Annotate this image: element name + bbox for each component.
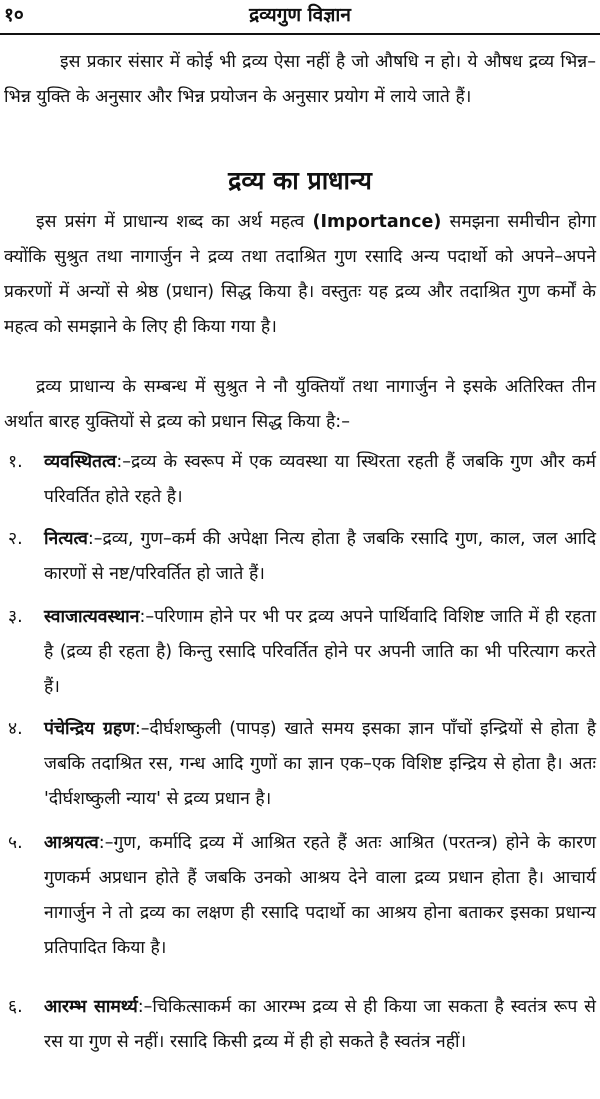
item-text: :–दीर्घशष्कुली (पापड़) खाते समय इसका ज्ञान पाँचों इन्द्रियों से होता है जबकि तदाश्रित रस, गन्ध आदि गुणों का ज्ञान एक–एक विशिष्ट इन्द्रिय से होता है। अतः 'दीर्घशष्कुली न्याय' से द्रव्य प्रधान है। — [44, 719, 597, 809]
item-number: २. — [8, 529, 23, 549]
item-body — [44, 600, 596, 705]
item-body — [44, 522, 596, 592]
item-body — [44, 445, 596, 515]
item-term: पंचेन्द्रिय ग्रहण — [44, 719, 135, 739]
header-rule — [0, 33, 600, 35]
item-term: आरम्भ सामर्थ्य — [44, 997, 138, 1017]
paragraph-importance — [4, 205, 596, 345]
item-body — [44, 712, 596, 817]
item-number: ३. — [8, 607, 23, 627]
item-number: १. — [8, 452, 23, 472]
section-heading: द्रव्य का प्राधान्य — [228, 166, 372, 195]
item-body — [44, 826, 596, 966]
intro-paragraph: इस प्रकार संसार में कोई भी द्रव्य ऐसा नहीं है जो औषधि न हो। ये औषध द्रव्य भिन्न–भिन्न युक्ति के अनुसार और भिन्न प्रयोजन के अनुसार प्रयोग में लाये जाते हैं। — [4, 52, 596, 107]
item-term: स्वाजात्यवस्थान — [44, 607, 140, 627]
page-number: १० — [4, 4, 24, 26]
paragraph-yuktis: द्रव्य प्राधान्य के सम्बन्ध में सुश्रुत ने नौ युक्तियाँ तथा नागार्जुन ने इसके अतिरिक्त तीन अर्थात बारह युक्तियों से द्रव्य को प्रधान सिद्ध किया है:– — [4, 377, 596, 432]
item-text: :–चिकित्साकर्म का आरम्भ द्रव्य से ही किया जा सकता है स्वतंत्र रूप से रस या गुण से नहीं। रसादि किसी द्रव्य में ही हो सकते है स्वतंत्र नहीं। — [44, 997, 596, 1052]
item-number: ४. — [8, 719, 23, 739]
item-number: ६. — [8, 997, 23, 1017]
paragraph-importance-text-1: इस प्रसंग में प्राधान्य शब्द का अर्थ महत्व — [36, 212, 313, 232]
item-text: :–गुण, कर्मादि द्रव्य में आश्रित रहते हैं अतः आश्रित (परतन्त्र) होने के कारण गुणकर्म अप्रधान होते हैं जबकि उनको आश्रय देने वाला द्रव्य प्रधान होता है। आचार्य नागार्जुन ने तो द्रव्य का लक्षण ही रसादि पदार्थो का आश्रय होना बताकर इसका प्रधान्य प्रतिपादित किया है। — [44, 833, 596, 958]
item-text: :–परिणाम होने पर भी पर द्रव्य अपने पार्थिवादि विशिष्ट जाति में ही रहता है (द्रव्य ही रहता है) किन्तु रसादि परिवर्तित होने पर अपनी जाति का भी परित्याग करते हैं। — [44, 607, 596, 697]
importance-term: (Importance) — [312, 212, 442, 232]
page-header — [0, 0, 600, 32]
item-number: ५. — [8, 833, 23, 853]
item-text: :–द्रव्य के स्वरूप में एक व्यवस्था या स्थिरता रहती हैं जबकि गुण और कर्म परिवर्तित होते रहते है। — [44, 452, 596, 507]
running-title: द्रव्यगुण विज्ञान — [249, 4, 351, 26]
item-term: नित्यत्व — [44, 529, 88, 549]
item-text: :–द्रव्य, गुण–कर्म की अपेक्षा नित्य होता है जबकि रसादि गुण, काल, जल आदि कारणों से नष्ट/परिवर्तित हो जाते हैं। — [44, 529, 596, 584]
paragraph-importance-text-2: समझना समीचीन होगा क्योंकि सुश्रुत तथा नागार्जुन ने द्रव्य तथा तदाश्रित गुण रसादि अन्य पदार्थो को अपने–अपने प्रकरणों में अन्यों से श्रेष्ठ (प्रधान) सिद्ध किया है। वस्तुतः यह द्रव्य और तदाश्रित गुण कर्मों के महत्व को समझाने के लिए ही किया गया है। — [4, 212, 596, 337]
item-term: व्यवस्थितत्व — [44, 452, 117, 472]
item-term: आश्रयत्व — [44, 833, 99, 853]
item-body — [44, 990, 596, 1060]
